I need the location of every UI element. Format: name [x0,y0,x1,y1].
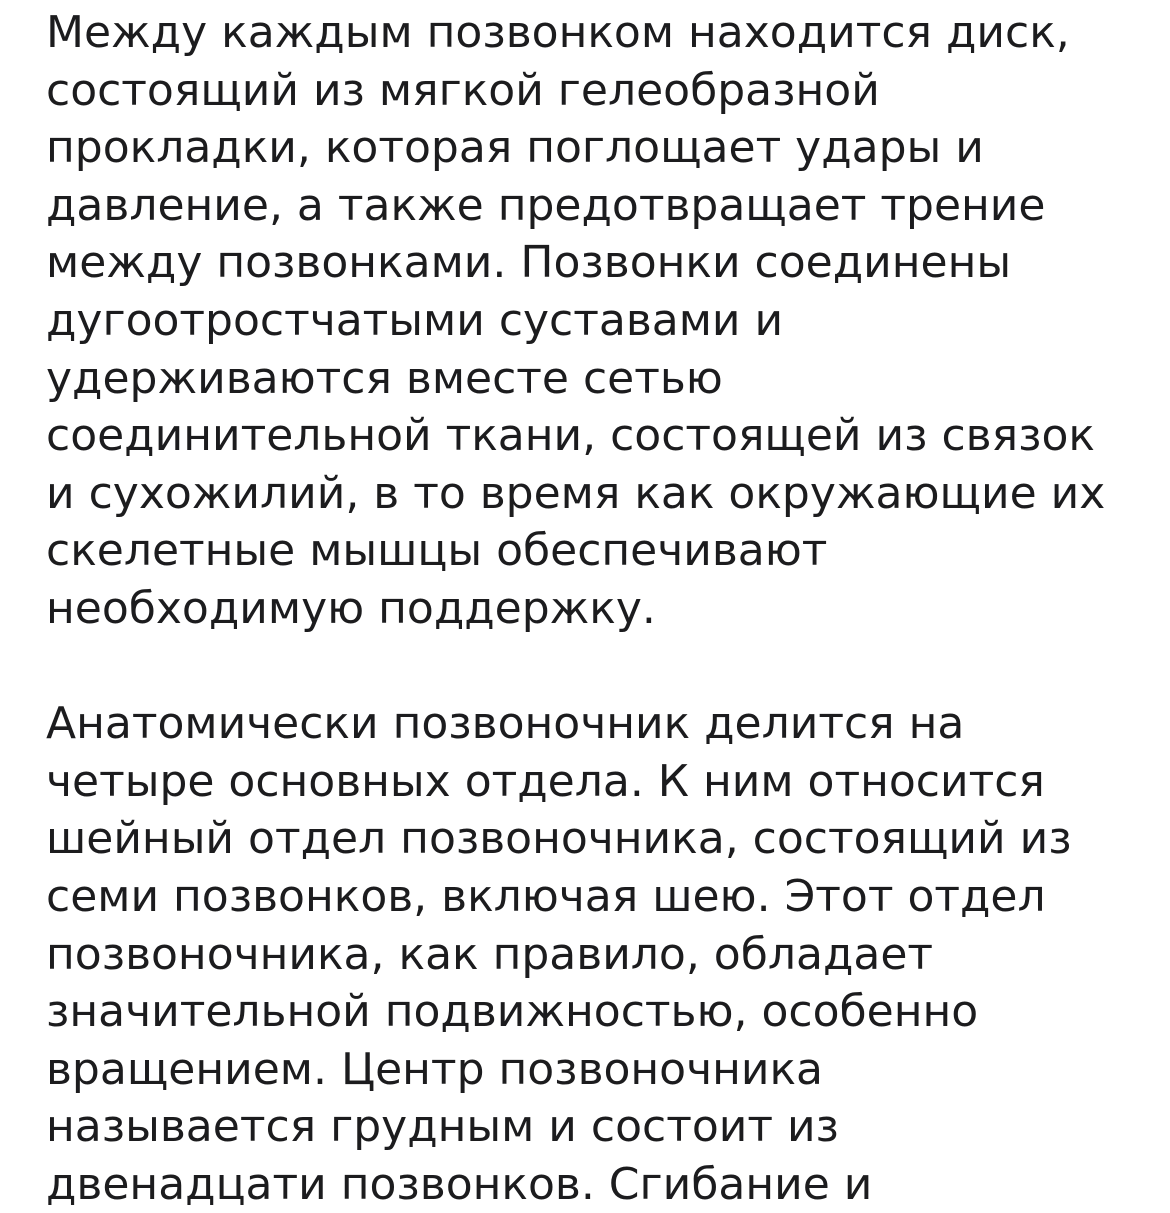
text-line: называется грудным и состоит из [46,1101,839,1153]
paragraph-spacer [46,638,1156,696]
text-line: дугоотростчатыми суставами и [46,294,784,346]
article-text [46,4,1156,1213]
text-line: позвоночника, как правило, обладает [46,928,934,980]
text-line: Между каждым позвонком находится диск, [46,7,1070,58]
text-line: Анатомически позвоночник делится на [46,698,965,750]
text-line: двенадцати позвонков. Сгибание и [46,1158,873,1210]
text-line: соединительной ткани, состоящей из связок [46,410,1095,462]
text-line: между позвонками. Позвонки соединены [46,237,1012,289]
text-line: семи позвонков, включая шею. Этот отдел [46,870,1046,922]
text-line: удерживаются вместе сетью [46,352,723,404]
text-line: необходимую поддержку. [46,582,656,634]
text-line: четыре основных отдела. К ним относится [46,755,1045,807]
text-line: шейный отдел позвоночника, состоящий из [46,813,1072,865]
text-line: прокладки, которая поглощает удары и [46,122,984,174]
text-line: и сухожилий, в то время как окружающие их [46,467,1106,519]
paragraph-1 [46,4,1156,638]
paragraph-2 [46,695,1156,1213]
text-line: значительной подвижностью, особенно [46,986,979,1038]
text-line: давление, а также предотвращает трение [46,179,1046,231]
text-line: вращением. Центр позвоночника [46,1043,824,1095]
text-line: состоящий из мягкой гелеобразной [46,64,880,116]
text-line: скелетные мышцы обеспечивают [46,525,828,577]
